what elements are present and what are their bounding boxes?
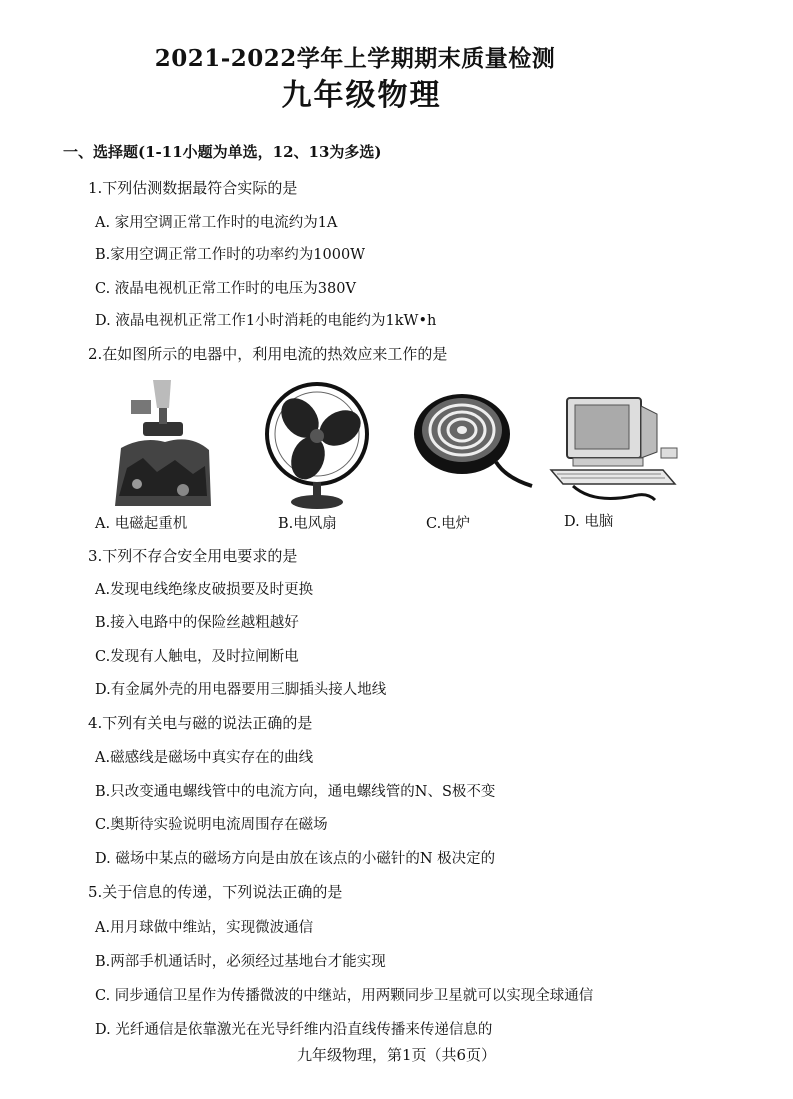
exam-subject: 九年级物理 xyxy=(281,78,442,113)
question-4-option-b: B.只改变通电螺线管中的电流方向，通电螺线管的N、S极不变 xyxy=(95,784,496,800)
electric-stove-photo xyxy=(406,386,536,494)
question-5-stem: 5.关于信息的传递，下列说法正确的是 xyxy=(88,883,343,901)
question-2-option-b: B.电风扇 xyxy=(278,516,337,532)
question-2-option-c: C.电炉 xyxy=(426,516,471,532)
question-2-option-d: D. 电脑 xyxy=(564,514,614,530)
electric-fan-photo xyxy=(262,382,372,510)
question-4-option-d: D. 磁场中某点的磁场方向是由放在该点的小磁针的N 极决定的 xyxy=(95,851,496,867)
question-1-stem: 1.下列估测数据最符合实际的是 xyxy=(88,179,298,197)
question-5-option-a: A.用月球做中维站，实现微波通信 xyxy=(95,920,314,936)
question-1-option-a: A. 家用空调正常工作时的电流约为1A xyxy=(95,215,338,231)
page-footer: 九年级物理，第1页（共6页） xyxy=(296,1046,497,1064)
question-2-option-a: A. 电磁起重机 xyxy=(95,516,188,532)
question-2-stem: 2.在如图所示的电器中，利用电流的热效应来工作的是 xyxy=(88,345,448,363)
question-3-stem: 3.下列不存合安全用电要求的是 xyxy=(88,547,298,565)
question-4-option-c: C.奥斯待实验说明电流周围存在磁场 xyxy=(95,817,328,833)
question-4-option-a: A.磁感线是磁场中真实存在的曲线 xyxy=(95,750,314,766)
question-3-option-a: A.发现电线绝缘皮破损要及时更换 xyxy=(95,582,314,598)
question-3-option-d: D.有金属外壳的用电器要用三脚插头接人地线 xyxy=(95,682,387,698)
question-4-stem: 4.下列有关电与磁的说法正确的是 xyxy=(88,714,313,732)
exam-title: 2021-2022学年上学期期末质量检测 xyxy=(154,45,556,72)
question-5-option-c: C. 同步通信卫星作为传播微波的中继站，用两颗同步卫星就可以实现全球通信 xyxy=(95,988,594,1004)
question-1-option-b: B.家用空调正常工作时的功率约为1000W xyxy=(95,247,366,263)
question-5-option-d: D. 光纤通信是依靠激光在光导纤维内沿直线传播来传递信息的 xyxy=(95,1022,493,1038)
electromagnetic-crane-photo xyxy=(113,378,213,510)
question-1-option-c: C. 液晶电视机正常工作时的电压为380V xyxy=(95,281,356,297)
question-3-option-b: B.接入电路中的保险丝越粗越好 xyxy=(95,615,299,631)
question-5-option-b: B.两部手机通话时，必须经过基地台才能实现 xyxy=(95,954,386,970)
computer-photo xyxy=(543,392,683,506)
question-3-option-c: C.发现有人触电，及时拉闸断电 xyxy=(95,649,299,665)
section-heading: 一、选择题(1-11小题为单选，12、13为多选) xyxy=(63,143,382,161)
question-1-option-d: D. 液晶电视机正常工作1小时消耗的电能约为1kW•h xyxy=(95,313,437,329)
